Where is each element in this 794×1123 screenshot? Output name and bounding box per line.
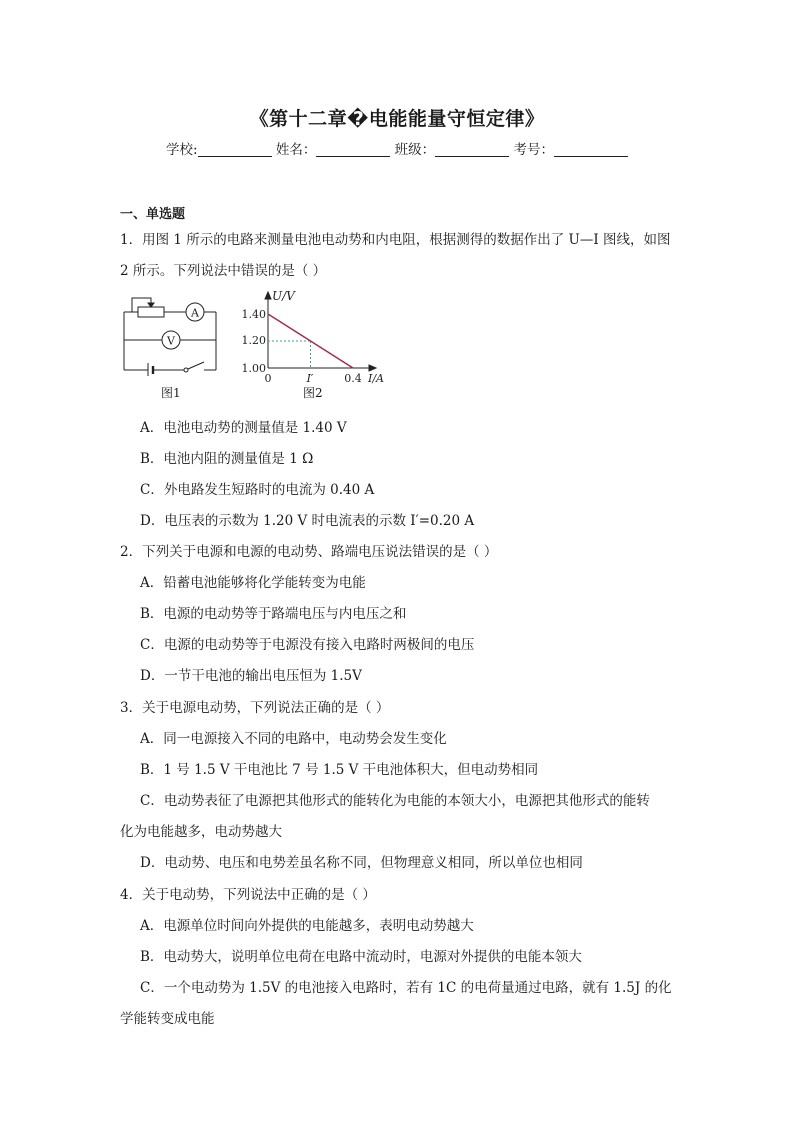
question-2-option-d[interactable]: D．一节干电池的输出电压恒为 1.5V: [140, 668, 362, 684]
y-tick-1-00: 1.00: [241, 362, 266, 375]
question-3-option-d[interactable]: D．电动势、电压和电势差虽名称不同，但物理意义相同，所以单位也相同: [140, 855, 583, 871]
class-blank[interactable]: [435, 142, 509, 157]
question-4-option-c[interactable]: C．一个电动势为 1.5V 的电池接入电路时，若有 1C 的电荷量通过电路，就有 1.5J 的化: [140, 980, 672, 996]
y-axis-arrow: [265, 292, 271, 299]
x-tick-0: 0: [264, 372, 272, 385]
rheostat: [138, 307, 164, 317]
question-1-option-d[interactable]: D．电压表的示数为 1.20 V 时电流表的示数 I′=0.20 A: [140, 513, 475, 529]
question-2-option-c[interactable]: C．电源的电动势等于电源没有接入电路时两极间的电压: [140, 637, 475, 653]
question-3-option-c[interactable]: C．电动势表征了电源把其他形式的能转化为电能的本领大小，电源把其他形式的能转: [140, 793, 650, 809]
school-blank[interactable]: [198, 142, 272, 157]
question-3-stem: 3．关于电源电动势，下列说法正确的是（ ）: [120, 700, 390, 716]
figure-1-label: 图1: [161, 386, 181, 400]
section-heading: 一、单选题: [120, 207, 186, 222]
ui-graph: [238, 288, 390, 388]
x-tick-0-4: 0.4: [344, 372, 362, 385]
question-3-option-c-continued: 化为电能越多，电动势越大: [120, 824, 282, 840]
school-label: 学校:: [166, 142, 198, 158]
question-4-option-a[interactable]: A．电源单位时间向外提供的电能越多，表明电动势越大: [140, 918, 474, 934]
question-4-stem: 4．关于电动势，下列说法中正确的是（ ）: [120, 887, 376, 903]
question-1-option-c[interactable]: C．外电路发生短路时的电流为 0.40 A: [140, 482, 375, 498]
student-info-line: [0, 138, 794, 158]
x-axis-label: I/A: [368, 372, 384, 385]
question-4-option-c-continued: 学能转变成电能: [120, 1011, 215, 1027]
number-label: 考号：: [513, 142, 554, 158]
class-label: 班级：: [394, 142, 436, 158]
question-2-option-a[interactable]: A．铅蓄电池能够将化学能转变为电能: [140, 575, 366, 591]
y-axis-label: U/V: [272, 289, 295, 303]
name-blank[interactable]: [316, 142, 390, 157]
switch-contact: [184, 368, 188, 372]
y-tick-1-20: 1.20: [241, 334, 266, 347]
x-axis-arrow: [369, 365, 376, 371]
question-1-option-a[interactable]: A．电池电动势的测量值是 1.40 V: [140, 420, 347, 436]
question-1-stem-line-2: 2 所示。下列说法中错误的是（ ）: [120, 263, 327, 279]
x-tick-i-prime: I′: [306, 372, 314, 385]
figure-2-label: 图2: [303, 386, 323, 400]
question-2-option-b[interactable]: B．电源的电动势等于路端电压与内电压之和: [140, 606, 407, 622]
question-1-stem-line-1: 1．用图 1 所示的电路来测量电池电动势和内电阻，根据测得的数据作出了 U—I 图线，如图: [120, 232, 671, 248]
voltmeter-label: V: [167, 334, 175, 348]
question-3-option-b[interactable]: B．1 号 1.5 V 干电池比 7 号 1.5 V 干电池体积大，但电动势相同: [140, 762, 539, 778]
number-blank[interactable]: [554, 142, 628, 157]
switch-lever: [188, 362, 204, 369]
page-title: 《第十二章�电能能量守恒定律》: [249, 108, 545, 130]
question-3-option-a[interactable]: A．同一电源接入不同的电路中，电动势会发生变化: [140, 731, 447, 747]
y-tick-1-40: 1.40: [241, 308, 266, 321]
circuit-diagram: [118, 290, 218, 376]
question-2-stem: 2．下列关于电源和电源的电动势、路端电压说法错误的是（ ）: [120, 544, 498, 560]
question-4-option-b[interactable]: B．电动势大，说明单位电荷在电路中流动时，电源对外提供的电能本领大: [140, 949, 582, 965]
name-label: 姓名：: [275, 142, 317, 158]
ammeter-label: A: [191, 306, 199, 320]
question-1-option-b[interactable]: B．电池内阻的测量值是 1 Ω: [140, 451, 314, 467]
